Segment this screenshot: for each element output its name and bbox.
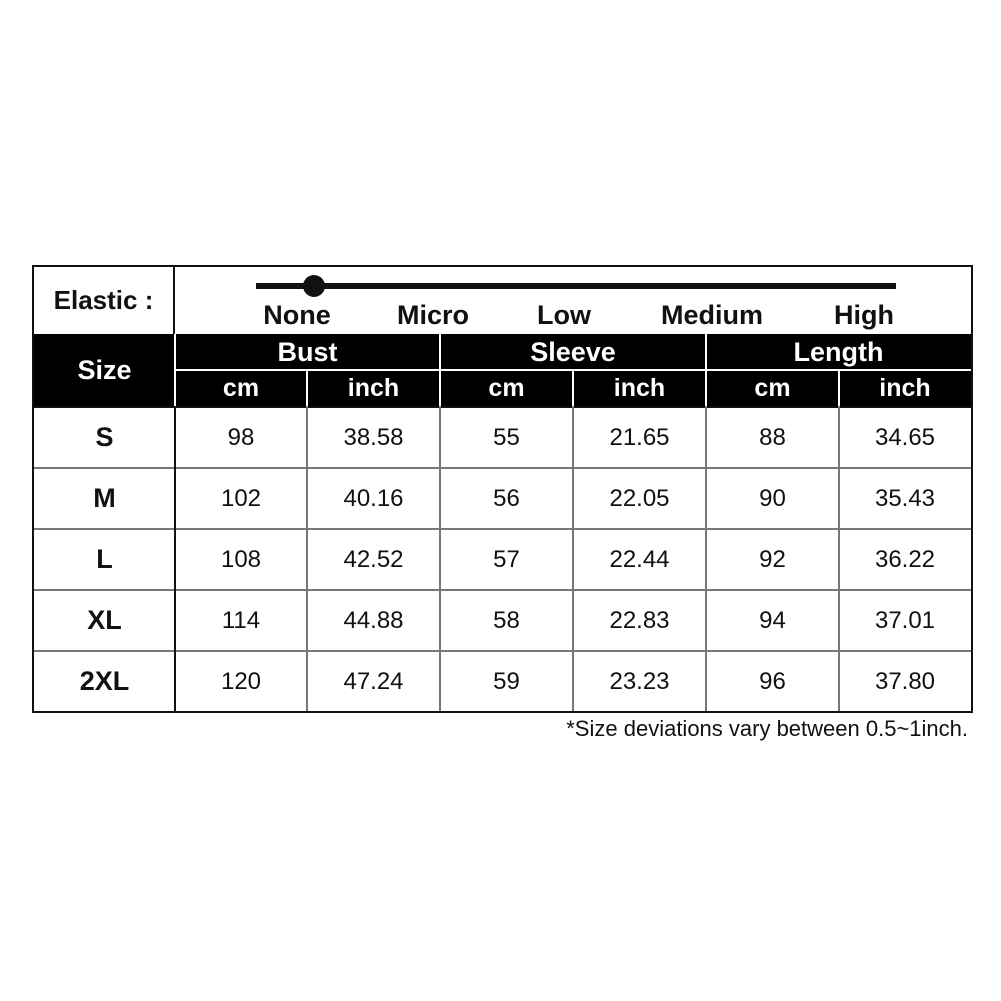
measurement-cell: 114 xyxy=(221,606,261,634)
measurement-cell: 57 xyxy=(493,545,520,573)
header-divider xyxy=(174,334,176,406)
measurement-cell: 92 xyxy=(759,545,786,573)
measurement-cell: 38.58 xyxy=(343,423,404,451)
size-cell: S xyxy=(95,422,114,452)
measurement-cell: 35.43 xyxy=(874,484,936,512)
header-divider xyxy=(306,370,308,406)
size-chart xyxy=(32,265,973,713)
unit-header: inch xyxy=(613,373,666,402)
measurement-cell: 120 xyxy=(220,667,262,695)
size-cell: 2XL xyxy=(79,666,130,696)
measurement-cell: 94 xyxy=(759,606,786,634)
column-divider xyxy=(838,406,840,711)
elastic-level-high: High xyxy=(834,300,894,330)
unit-header: cm xyxy=(488,373,525,402)
measurement-cell: 47.24 xyxy=(343,667,404,695)
elasticity-track xyxy=(256,283,896,289)
column-divider xyxy=(572,406,574,711)
size-column-header: Size xyxy=(77,354,132,385)
measurement-cell: 88 xyxy=(759,423,786,451)
header-divider xyxy=(838,370,840,406)
measurement-cell: 102 xyxy=(220,484,262,512)
elastic-level-medium: Medium xyxy=(660,300,764,330)
measurement-cell: 23.23 xyxy=(609,667,670,695)
measurement-cell: 36.22 xyxy=(874,545,936,573)
size-cell: L xyxy=(96,544,113,574)
measurement-cell: 40.16 xyxy=(343,484,404,512)
elasticity-indicator xyxy=(303,275,325,297)
sleeve-header: Sleeve xyxy=(530,336,616,367)
measurement-cell: 59 xyxy=(493,667,520,695)
header-divider xyxy=(439,334,441,406)
measurement-cell: 37.80 xyxy=(874,667,936,695)
measurement-cell: 55 xyxy=(493,423,520,451)
measurement-cell: 44.88 xyxy=(343,606,404,634)
elastic-level-none: None xyxy=(263,300,331,330)
unit-header: cm xyxy=(754,373,791,402)
measurement-cell: 42.52 xyxy=(343,545,404,573)
bust-header: Bust xyxy=(277,336,338,367)
measurement-cell: 56 xyxy=(493,484,520,512)
header-divider xyxy=(572,370,574,406)
size-deviation-note: *Size deviations vary between 0.5~1inch. xyxy=(566,716,968,741)
column-divider xyxy=(306,406,308,711)
column-divider xyxy=(705,406,707,711)
measurement-cell: 58 xyxy=(493,606,520,634)
unit-header: cm xyxy=(222,373,260,402)
size-cell: M xyxy=(93,483,116,513)
unit-header: inch xyxy=(347,373,400,402)
elastic-level-micro: Micro xyxy=(396,300,470,330)
measurement-cell: 90 xyxy=(759,484,786,512)
measurement-cell: 22.83 xyxy=(609,606,670,634)
measurement-cell: 21.65 xyxy=(609,423,670,451)
measurement-cell: 34.65 xyxy=(874,423,936,451)
elasticity-scale-row xyxy=(34,267,971,334)
elastic-level-low: Low xyxy=(537,300,591,330)
size-cell: XL xyxy=(87,605,122,635)
measurement-cell: 22.44 xyxy=(609,545,670,573)
measurement-cell: 98 xyxy=(227,423,255,451)
unit-header: inch xyxy=(879,373,931,402)
measurement-cell: 96 xyxy=(759,667,786,695)
measurement-cell: 37.01 xyxy=(874,606,936,634)
measurement-cell: 22.05 xyxy=(609,484,670,512)
length-header: Length xyxy=(793,336,884,367)
column-divider xyxy=(439,406,441,711)
elasticity-scale xyxy=(175,267,971,334)
elastic-label: Elastic : xyxy=(34,267,175,334)
column-divider xyxy=(174,406,176,711)
measurement-cell: 108 xyxy=(220,545,262,573)
header-divider xyxy=(705,334,707,406)
table-header xyxy=(34,334,971,406)
